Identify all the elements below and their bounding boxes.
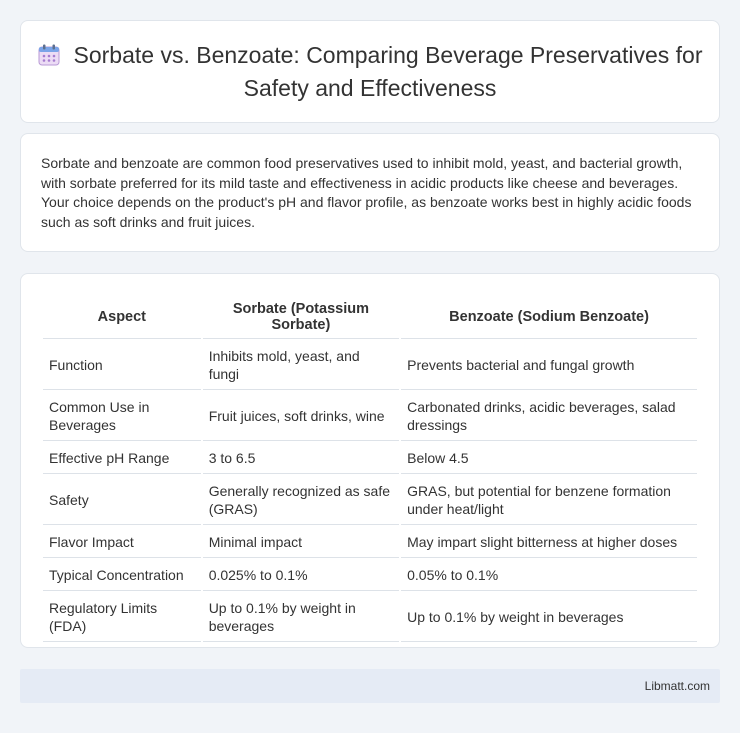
row-benzoate: May impart slight bitterness at higher doses xyxy=(401,527,697,558)
row-aspect: Regulatory Limits (FDA) xyxy=(43,593,201,642)
footer-brand: Libmatt.com xyxy=(644,679,710,693)
row-aspect: Safety xyxy=(43,476,201,525)
row-benzoate: 0.05% to 0.1% xyxy=(401,560,697,591)
header-benzoate: Benzoate (Sodium Benzoate) xyxy=(401,296,697,339)
comparison-table xyxy=(41,294,699,644)
intro-card xyxy=(20,133,720,252)
row-aspect: Effective pH Range xyxy=(43,443,201,474)
table-header-row xyxy=(43,296,697,339)
header-aspect: Aspect xyxy=(43,296,201,339)
row-benzoate: Below 4.5 xyxy=(401,443,697,474)
table-row xyxy=(43,560,697,591)
row-sorbate: 3 to 6.5 xyxy=(203,443,399,474)
row-sorbate: Inhibits mold, yeast, and fungi xyxy=(203,341,399,390)
calendar-icon xyxy=(38,43,60,73)
table-row xyxy=(43,476,697,525)
row-benzoate: Up to 0.1% by weight in beverages xyxy=(401,593,697,642)
header-sorbate: Sorbate (Potassium Sorbate) xyxy=(203,296,399,339)
row-sorbate: Fruit juices, soft drinks, wine xyxy=(203,392,399,441)
row-sorbate: 0.025% to 0.1% xyxy=(203,560,399,591)
footer xyxy=(20,669,720,703)
row-aspect: Common Use in Beverages xyxy=(43,392,201,441)
comparison-table-card xyxy=(20,273,720,648)
page-title-text: Sorbate vs. Benzoate: Comparing Beverage Preservatives for Safety and Effectiveness xyxy=(73,42,703,101)
intro-paragraph: Sorbate and benzoate are common food preservatives used to inhibit mold, yeast, and bacterial growth, with sorbate preferred for its mild taste and effectiveness in acidic products like cheese and beverages. Your choice depends on the product's pH and flavor profile, as benzoate works best in highly acidic foods such as soft drinks and fruit juices. xyxy=(41,155,692,230)
table-row xyxy=(43,443,697,474)
row-sorbate: Generally recognized as safe (GRAS) xyxy=(203,476,399,525)
row-aspect: Function xyxy=(43,341,201,390)
table-row xyxy=(43,527,697,558)
row-benzoate: Prevents bacterial and fungal growth xyxy=(401,341,697,390)
table-row xyxy=(43,593,697,642)
title-card xyxy=(20,20,720,123)
row-sorbate: Minimal impact xyxy=(203,527,399,558)
table-row xyxy=(43,341,697,390)
row-aspect: Typical Concentration xyxy=(43,560,201,591)
row-sorbate: Up to 0.1% by weight in beverages xyxy=(203,593,399,642)
row-benzoate: GRAS, but potential for benzene formation under heat/light xyxy=(401,476,697,525)
page-title xyxy=(21,40,719,103)
table-row xyxy=(43,392,697,441)
row-aspect: Flavor Impact xyxy=(43,527,201,558)
row-benzoate: Carbonated drinks, acidic beverages, salad dressings xyxy=(401,392,697,441)
